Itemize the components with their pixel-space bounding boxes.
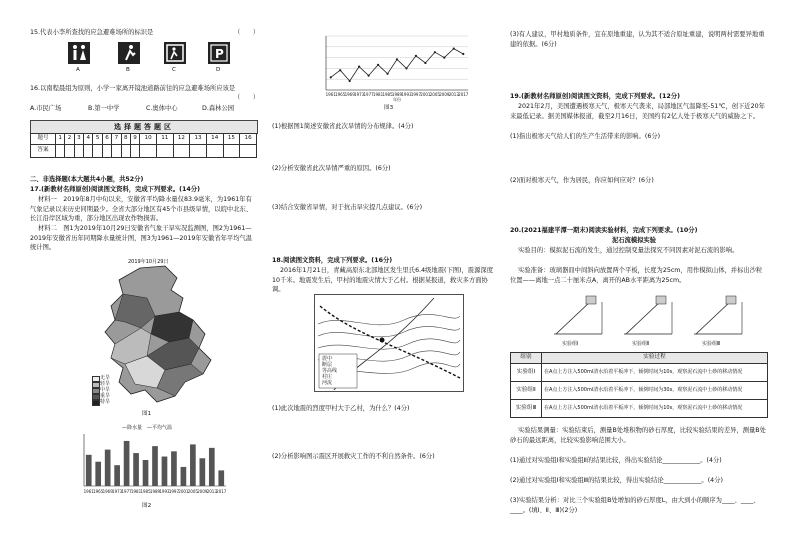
q17-stem: 17.(新教材名师原创)阅读图文资料，完成下列要求。(14分) [30, 186, 200, 193]
x-tick-label: 2001 [178, 489, 189, 494]
map-legend-item: 村庄 [322, 374, 333, 380]
q15-paren: （ ） [234, 29, 260, 36]
running-man-sign-icon [118, 42, 140, 64]
answer-number-cell: 11 [156, 134, 173, 145]
table-row [511, 364, 768, 382]
fig3-caption: 图3 [384, 105, 394, 111]
x-tick-label: 1973 [112, 489, 123, 494]
answer-number-cell: 12 [173, 134, 190, 145]
answer-blank-cell[interactable] [112, 145, 121, 158]
x-tick-label: 1985 [140, 489, 151, 494]
data-point [386, 73, 388, 75]
legend-label: 重旱 [100, 393, 111, 399]
answer-number-cell: 7 [112, 134, 121, 145]
bar [152, 446, 158, 486]
series-line [331, 49, 464, 81]
legend-label: 无旱 [100, 375, 111, 381]
bar [105, 450, 111, 486]
table-cell: 在A点上方注入500ml清水沿着平板冲下，倾倒时间为30s，观察泥石流中土砂的移动情况 [542, 382, 768, 400]
answer-number-cell: 3 [74, 134, 83, 145]
answer-blank-cell[interactable] [156, 145, 173, 158]
x-tick-label: 2005 [187, 489, 198, 494]
q20-title: 泥石流模拟实验 [612, 237, 657, 244]
data-point [349, 80, 351, 82]
x-tick-label: 1997 [168, 489, 180, 494]
answer-table [30, 133, 257, 158]
x-tick-label: 2005 [429, 92, 440, 97]
q15-option-d: D [216, 67, 221, 73]
legend-label: 轻旱 [100, 381, 111, 387]
answer-number-cell: 2 [65, 134, 74, 145]
fig2-caption: 图2 [142, 503, 152, 509]
bar [218, 470, 224, 486]
map-legend-item: 震中 [322, 356, 333, 362]
fig1-title: 2019年10月29日 [128, 259, 169, 265]
q15-option-c: C [172, 67, 176, 73]
x-tick-label: 2017 [216, 489, 227, 494]
q16-stem: 16.以南程晨组为原则，小学一家离开镜池道路前往的应急避难场所应该是 [30, 85, 236, 92]
q17-material2: 材料二 图1为2019年10月29日安徽省气象干旱实况监测图，图2为1961—2019年安徽省历年同期降水量统计图，图3为1961—2019年安徽省年平均气温统计图。 [30, 225, 253, 252]
q20-2: (2)通过对实验组Ⅰ和实验组Ⅲ的结果比较，得出实验结论____________。(4分) [510, 477, 723, 484]
exp-label-3: 实验组Ⅲ [702, 341, 721, 347]
answer-number-cell: 16 [240, 134, 257, 145]
data-point [339, 69, 341, 71]
bar [86, 455, 92, 486]
data-point [443, 57, 445, 59]
answer-blank-cell[interactable] [206, 145, 223, 158]
q15-option-a: A [76, 67, 80, 73]
data-point [453, 48, 455, 50]
x-tick-label: 1993 [401, 92, 412, 97]
x-tick-label: 1969 [102, 489, 113, 494]
answer-number-cell: 5 [93, 134, 102, 145]
precipitation-bar-chart [70, 430, 230, 498]
answer-blank-cell[interactable] [56, 145, 65, 158]
answer-blank-cell[interactable] [173, 145, 190, 158]
q19-material: 2021年2月，美国遭遇极寒天气，极寒天气袭来，局部地区气温降至-51℃，创下近20年来最低记录。据美国媒体报道，截至2月16日，美国约有2亿人处于极寒天气的威胁之下。 [510, 103, 765, 120]
answer-number-cell: 9 [130, 134, 139, 145]
table-head-cell: 实验过程 [542, 353, 768, 364]
q16-paren: （ ） [234, 94, 260, 101]
bar [95, 462, 101, 486]
x-tick-label: 2009 [439, 92, 450, 97]
x-tick-label: 1981 [372, 92, 384, 97]
x-tick-label: 1993 [159, 489, 170, 494]
map-legend-item: 河流 [322, 380, 333, 386]
answer-blank-cell[interactable] [240, 145, 257, 158]
q20-3: (3)实验结果分析：对比三个实验组B处增加的砂石厚度L，由大到小的顺序为____、____、____。(填Ⅰ、Ⅱ、Ⅲ)(2分) [510, 497, 760, 514]
column-right [510, 0, 770, 552]
q18-3: (3)有人建议，甲村地质条件，宜在原地重建，认为其不适合原址重建，说明两村需要异地重建的依据。(6分) [510, 31, 765, 48]
x-tick-label: 1981 [130, 489, 142, 494]
table-cell: 在A点上方注入500ml清水沿着平板冲下，倾倒时间为10s，观察泥石流中土砂的移动情况 [542, 364, 768, 382]
x-tick-label: 1969 [344, 92, 355, 97]
x-tick-label: 1961 [325, 92, 336, 97]
q16-option-a: A.市民广场 [30, 105, 62, 112]
q20-1: (1)通过对实验组Ⅰ和实验组Ⅱ的结果比较，得出实验结论____________。(4分) [510, 457, 722, 464]
q16-option-b: B.第一中学 [88, 105, 120, 112]
answer-number-cell: 15 [223, 134, 240, 145]
bar [181, 467, 187, 486]
answer-blank-cell[interactable] [121, 145, 130, 158]
table-cell: 实验组Ⅰ [511, 364, 542, 382]
x-tick-label: 2009 [197, 489, 208, 494]
data-point [415, 55, 417, 57]
answer-number-cell: 13 [190, 134, 207, 145]
q20-stem: 20.(2021福建平潭一期末)阅读实验材料，完成下列要求。(10分) [510, 227, 698, 234]
svg-text:P: P [215, 47, 224, 61]
x-tick-label: 1989 [391, 92, 403, 97]
map-legend-item: 断层 [322, 362, 333, 368]
fig1-caption: 图1 [142, 411, 152, 417]
exp-label-2: 实验组Ⅱ [632, 341, 650, 347]
answer-blank-cell[interactable] [65, 145, 74, 158]
data-point [368, 75, 370, 77]
bar [209, 448, 215, 486]
data-point [434, 51, 436, 53]
experiment-table [510, 352, 768, 418]
answer-number-cell: 4 [84, 134, 93, 145]
answer-blank-cell[interactable] [223, 145, 240, 158]
answer-blank-cell[interactable] [93, 145, 102, 158]
answer-area-title: 选择题答题区 [30, 120, 258, 134]
fig2-legend: —降水量 —平均气温 [122, 425, 173, 431]
q18-material: 2016年1月21日，青藏高原东北部地区发生里氏6.4级地震(下图)，震源深度10千米。地震发生后，甲村的地震灾情大于乙村。根据某报道，救灾多方面协调。 [272, 267, 493, 294]
column-left [30, 0, 266, 552]
map-legend-item: 等高线 [322, 368, 338, 374]
section2-heading: 二、非选择题(本大题共4小题，共52分) [30, 176, 144, 183]
data-point [462, 53, 464, 55]
x-tick-label: 1973 [354, 92, 365, 97]
bar [171, 451, 177, 486]
q20-purpose: 实验目的：模拟泥石流的发生，通过控制变量法探究不同因素对泥石流的影响。 [518, 247, 739, 254]
answer-blank-cell[interactable] [140, 145, 157, 158]
q18-1: (1)此次地震的烈度甲村大于乙村，为什么？(4分) [272, 405, 410, 412]
answer-blank-cell[interactable] [130, 145, 139, 158]
q16-option-d: D.森林公园 [202, 105, 235, 112]
answer-number-cell: 14 [206, 134, 223, 145]
answer-blank-cell[interactable] [190, 145, 207, 158]
data-point [405, 67, 407, 69]
q18-2: (2)分析影响图示震区开展救灾工作的不利自然条件。(6分) [272, 453, 435, 460]
answer-row-label: 题号 [31, 134, 56, 145]
answer-blank-cell[interactable] [74, 145, 83, 158]
map-legend [322, 356, 337, 386]
q17-2: (2)分析安徽省此次旱情严重的原因。(6分) [272, 165, 391, 172]
answer-blank-cell[interactable] [84, 145, 93, 158]
bar [162, 457, 168, 486]
table-cell: 在A点上方注入500ml清水沿着平板冲下，倾倒时间为10s，观察泥石流中土砂的移动情况 [542, 400, 768, 418]
table-row [511, 400, 768, 418]
bar [114, 465, 120, 486]
x-tick-label: 2017 [458, 92, 469, 97]
q19-1: (1)指出极寒天气给人们的生产生活带来的影响。(6分) [510, 133, 661, 140]
experiment-diagrams [546, 292, 746, 340]
table-head-cell: 组别 [511, 353, 542, 364]
legend-swatch [92, 400, 100, 406]
answer-number-cell: 6 [102, 134, 111, 145]
x-tick-label: 1997 [410, 92, 422, 97]
data-point [330, 76, 332, 78]
x-tick-label: 1977 [363, 92, 374, 97]
bar [190, 444, 196, 486]
emergency-exit-sign-icon [164, 42, 186, 64]
table-cell: 实验组Ⅲ [511, 400, 542, 418]
answer-number-cell: 10 [140, 134, 157, 145]
x-tick-label: 1961 [83, 489, 94, 494]
q19-stem: 19.(新教材名师原创)阅读图文资料，完成下列要求。(12分) [510, 93, 680, 100]
legend-label: 特旱 [100, 399, 111, 405]
bar [199, 458, 205, 486]
q16-option-c: C.奥体中心 [146, 105, 178, 112]
q15-stem: 15.代表小李所查找的应急避难场所的标识是 [30, 29, 154, 36]
data-point [424, 62, 426, 64]
x-tick-label: 1965 [93, 489, 104, 494]
data-point [396, 58, 398, 60]
answer-number-cell: 8 [121, 134, 130, 145]
column-middle [272, 0, 502, 552]
x-tick-label: 2013 [206, 489, 217, 494]
table-row [511, 382, 768, 400]
parking-sign-icon [208, 42, 230, 64]
q17-3: (3)结合安徽省旱情，对于抗击旱灾提几点建议。(6分) [272, 204, 423, 211]
data-point [377, 64, 379, 66]
data-point [358, 66, 360, 68]
bar [143, 460, 149, 486]
answer-number-cell: 1 [56, 134, 65, 145]
answer-row-label: 答案 [31, 145, 56, 158]
q17-material1: 材料一 2019年8月中旬以来，安徽省平均降水量仅83.9毫米，为1961年有气象记录以来历史同期最少。全省大部分地区有45个市县级旱情，以皖中北东、长江沿岸区域为重，部分地区出现农作物损害。 [30, 196, 253, 223]
legend-label: 中旱 [100, 387, 111, 393]
q20-prep: 实验准备：玻璃器皿中间斜向放置两个平板，长度为25cm，用作模拟山体，并标出沙粒位置——离地一点二十厘米点A，离开的AB水平距离为25cm。 [510, 267, 763, 284]
x-tick-label: 1989 [149, 489, 161, 494]
exp-label-1: 实验组Ⅰ [562, 341, 579, 347]
q15-option-b: B [126, 67, 130, 73]
bar [124, 441, 130, 486]
q17-1: (1)根据图1简述安徽省此次旱情的分布规律。(4分) [272, 123, 414, 130]
x-tick-label: 2013 [448, 92, 459, 97]
q18-stem: 18.阅读图文资料，完成下列要求。(16分) [272, 257, 393, 264]
temperature-line-chart [312, 32, 472, 102]
x-tick-label: 1977 [121, 489, 132, 494]
table-cell: 实验组Ⅱ [511, 382, 542, 400]
q20-result: 实验结果测量：实验结束后，测量B处堆积物的砂石厚度，比较实验结果的差异，测量B处砂石的最远距离，比较实验影响范围大小。 [510, 427, 766, 444]
answer-blank-cell[interactable] [102, 145, 111, 158]
q19-2: (2)面对极寒天气，作为居民，你应如何应对？(6分) [510, 177, 654, 184]
x-tick-label: 1985 [382, 92, 393, 97]
x-tick-label: 2001 [420, 92, 431, 97]
bar [133, 453, 139, 486]
x-axis-label: 年份 [393, 97, 401, 102]
x-tick-label: 1965 [335, 92, 346, 97]
restroom-sign-icon [68, 42, 90, 64]
